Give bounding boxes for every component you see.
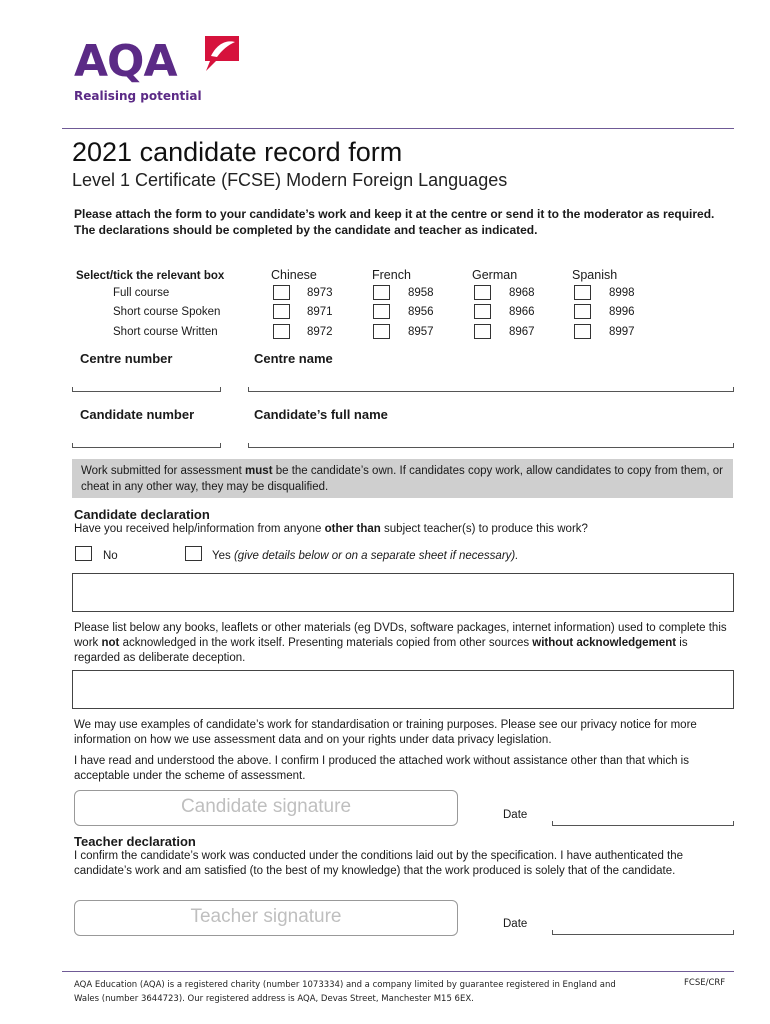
row-label-short-spoken: Short course Spoken <box>113 306 221 318</box>
candidate-date-label: Date <box>503 809 528 821</box>
checkbox-french-spoken[interactable] <box>373 304 390 319</box>
materials-instructions: Please list below any books, leaflets or other materials (eg DVDs, software packages, internet information) used to complete this work not acknowledged in the work itself. Presenting materials copied from other sources without acknowledgement is regarded as deliberate deception. <box>74 622 727 664</box>
row-label-short-written: Short course Written <box>113 326 218 338</box>
code-chinese-full: 8973 <box>307 287 333 299</box>
code-french-full: 8958 <box>408 287 434 299</box>
help-question: Have you received help/information from anyone other than subject teacher(s) to produce this work? <box>74 523 588 535</box>
teacher-signature-placeholder: Teacher signature <box>190 906 342 927</box>
footer-divider <box>62 971 734 972</box>
candidate-declaration-heading: Candidate declaration <box>74 507 210 522</box>
code-french-written: 8957 <box>408 326 434 338</box>
code-french-spoken: 8956 <box>408 306 434 318</box>
centre-name-field[interactable] <box>248 387 734 392</box>
code-german-written: 8967 <box>509 326 535 338</box>
candidate-date-field[interactable] <box>552 821 734 826</box>
code-chinese-spoken: 8971 <box>307 306 333 318</box>
candidate-signature-placeholder: Candidate signature <box>180 796 352 817</box>
help-details-field[interactable] <box>72 573 734 612</box>
teacher-signature-field[interactable] <box>74 900 458 936</box>
checkbox-chinese-full[interactable] <box>273 285 290 300</box>
logo-tagline: Realising potential <box>74 89 202 103</box>
checkbox-german-full[interactable] <box>474 285 491 300</box>
checkbox-spanish-written[interactable] <box>574 324 591 339</box>
teacher-declaration-heading: Teacher declaration <box>74 834 196 849</box>
logo-speech-mark-icon <box>202 34 242 74</box>
code-spanish-spoken: 8996 <box>609 306 635 318</box>
help-no-label: No <box>103 550 118 562</box>
centre-name-label: Centre name <box>254 351 333 366</box>
teacher-declaration-text: I confirm the candidate’s work was conducted under the conditions laid out by the specification. I have authenticated the candidate’s work and am satisfied (to the best of my knowledge) that the work produced is solely that of the candidate. <box>74 850 684 877</box>
checkbox-chinese-written[interactable] <box>273 324 290 339</box>
lang-chinese: Chinese <box>271 268 317 282</box>
checkbox-help-no[interactable] <box>75 546 92 561</box>
centre-number-label: Centre number <box>80 351 173 366</box>
confirmation-text: I have read and understood the above. I confirm I produced the attached work without assistance other than that which is acceptable under the scheme of assessment. <box>74 755 689 782</box>
checkbox-french-written[interactable] <box>373 324 390 339</box>
page-subtitle: Level 1 Certificate (FCSE) Modern Foreign Languages <box>72 170 508 190</box>
checkbox-german-spoken[interactable] <box>474 304 491 319</box>
footer-text: AQA Education (AQA) is a registered charity (number 1073334) and a company limited by guarantee registered in England and Wales (number 3644723). Our registered address is AQA, Devas Street, Manchester M15 6EX. <box>74 980 616 1004</box>
help-yes-label: Yes (give details below or on a separate sheet if necessary). <box>212 550 519 562</box>
lang-spanish: Spanish <box>572 268 618 282</box>
candidate-name-field[interactable] <box>248 443 734 448</box>
intro-text: Please attach the form to your candidate’s work and keep it at the centre or send it to the moderator as required. The declarations should be completed by the candidate and teacher as indicated. <box>74 207 715 237</box>
checkbox-spanish-spoken[interactable] <box>574 304 591 319</box>
code-spanish-full: 8998 <box>609 287 635 299</box>
materials-field[interactable] <box>72 670 734 709</box>
selection-heading: Select/tick the relevant box <box>76 270 225 282</box>
checkbox-chinese-spoken[interactable] <box>273 304 290 319</box>
teacher-date-field[interactable] <box>552 930 734 935</box>
logo-wordmark: AQA <box>74 36 177 87</box>
code-german-spoken: 8966 <box>509 306 535 318</box>
lang-french: French <box>372 268 411 282</box>
lang-german: German <box>472 268 518 282</box>
code-spanish-written: 8997 <box>609 326 635 338</box>
teacher-date-label: Date <box>503 918 528 930</box>
page-title: 2021 candidate record form <box>72 137 403 167</box>
candidate-name-label: Candidate’s full name <box>254 407 388 422</box>
centre-number-field[interactable] <box>72 387 221 392</box>
row-label-full-course: Full course <box>113 287 170 299</box>
privacy-text: We may use examples of candidate’s work for standardisation or training purposes. Please see our privacy notice for more information on how we use assessment data and on your rights under data privacy legislation. <box>74 719 697 746</box>
candidate-number-label: Candidate number <box>80 407 195 422</box>
code-chinese-written: 8972 <box>307 326 333 338</box>
checkbox-german-written[interactable] <box>474 324 491 339</box>
form-code: FCSE/CRF <box>684 978 726 988</box>
checkbox-help-yes[interactable] <box>185 546 202 561</box>
notice-text: Work submitted for assessment must be the candidate’s own. If candidates copy work, allow candidates to copy from them, or cheat in any other way, they may be disqualified. <box>81 465 723 493</box>
header-divider <box>62 128 734 129</box>
candidate-signature-field[interactable] <box>74 790 458 826</box>
code-german-full: 8968 <box>509 287 535 299</box>
checkbox-french-full[interactable] <box>373 285 390 300</box>
candidate-number-field[interactable] <box>72 443 221 448</box>
checkbox-spanish-full[interactable] <box>574 285 591 300</box>
